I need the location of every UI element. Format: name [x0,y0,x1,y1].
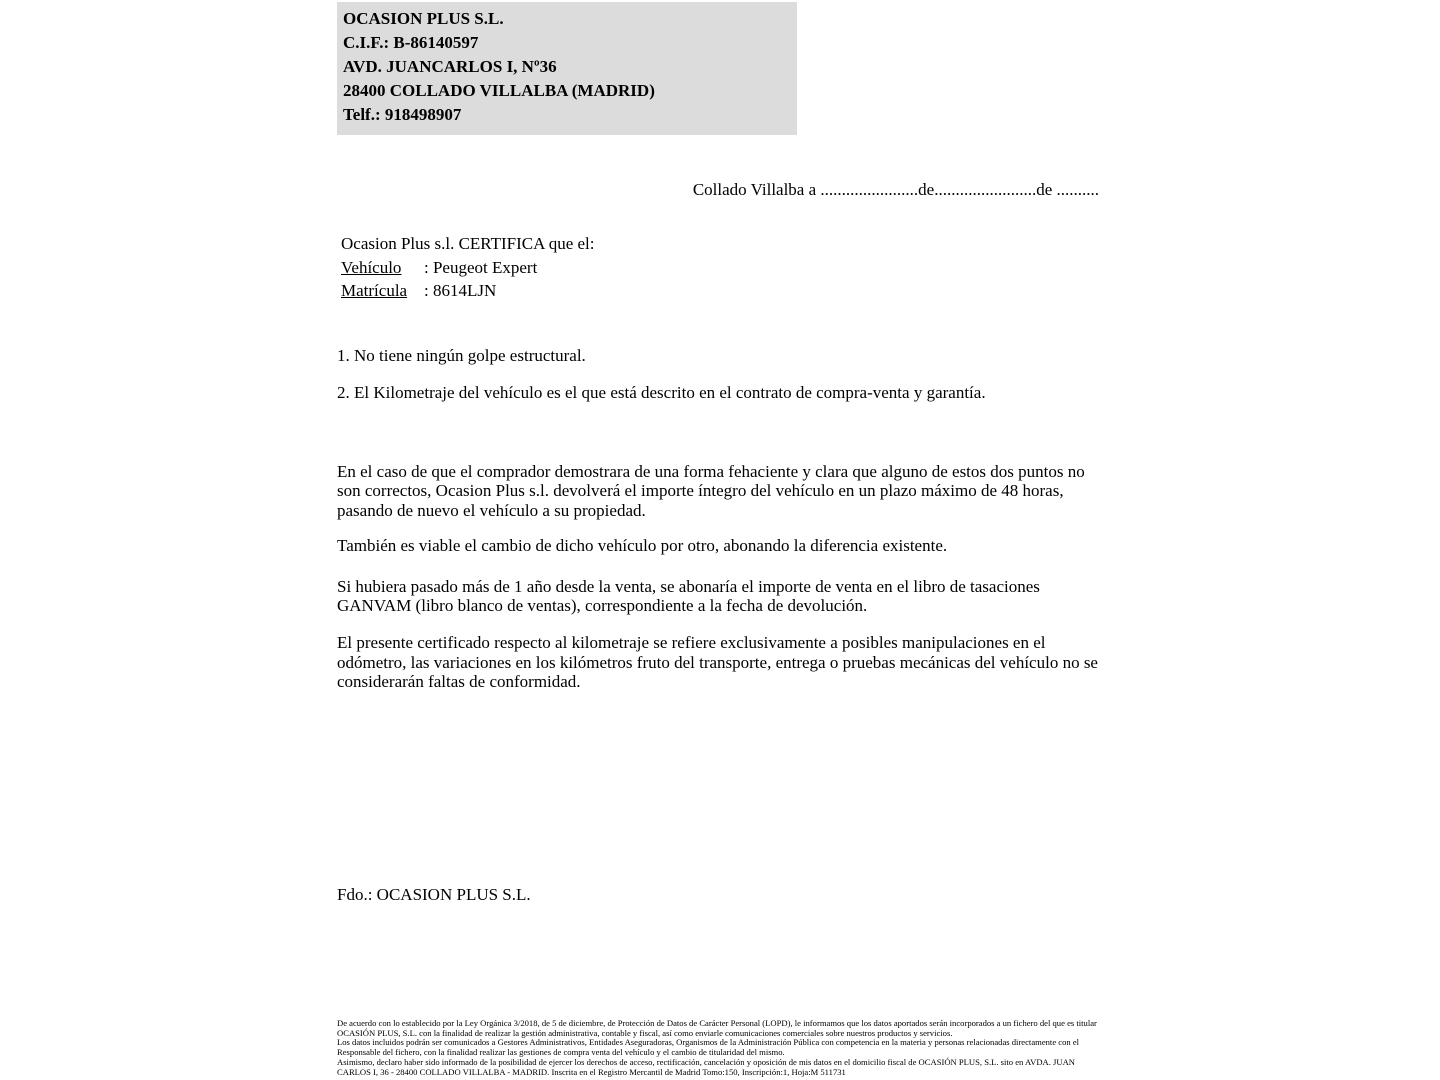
vehicle-label: Vehículo [341,257,402,277]
plate-row [341,279,1107,303]
date-line: Collado Villalba a .......................de........................de .......... [692,180,1099,199]
certificate-document [337,0,1107,905]
legal-paragraph-2: Los datos incluidos podrán ser comunicados a Gestores Administrativos, Entidades Aseguradoras, Organismos de la Administración Pública con competencia en la materia y personas relacionadas directamente con el Responsable del fichero, con la finalidad realizar las gestiones de compra venta del vehículo y el cambio de titularidad del mismo. [337,1037,1080,1058]
company-address: AVD. JUANCARLOS I, Nº36 [343,57,557,76]
company-header [337,2,797,135]
legal-paragraph-1: De acuerdo con lo establecido por la Ley Orgánica 3/2018, de 5 de diciembre, de Protección de Datos de Carácter Personal (LOPD), le informamos que los datos aportados serán incorporados a un fichero del que es titular OCASIÓN PLUS, S.L. con la finalidad de realizar la gestión administrativa, contable y fiscal, así como enviarle comunicaciones comerciales sobre nuestros productos y servicios. [337,1018,1097,1038]
terms-paragraph-3: Si hubiera pasado más de 1 año desde la venta, se abonaría el importe de venta en el libro de tasaciones GANVAM (libro blanco de ventas), correspondiente a la fecha de devolución. [337,576,1040,616]
certificate-point-2: 2. El Kilometraje del vehículo es el que está descrito en el contrato de compra-venta y garantía. [337,383,986,402]
certification-intro: Ocasion Plus s.l. CERTIFICA que el: [341,234,595,253]
signature-line: Fdo.: OCASION PLUS S.L. [337,884,531,904]
company-name: OCASION PLUS S.L. [343,9,504,28]
plate-value: : 8614LJN [424,281,497,300]
vehicle-value: : Peugeot Expert [424,257,538,277]
terms-paragraph-1: En el caso de que el comprador demostrara de una forma fehaciente y clara que alguno de estos dos puntos no son correctos, Ocasion Plus s.l. devolverá el importe íntegro del vehículo en un plazo máximo de 48 horas, pasando de nuevo el vehículo a su propiedad. [337,461,1085,520]
plate-label: Matrícula [341,281,408,300]
terms-paragraph-2: También es viable el cambio de dicho vehículo por otro, abonando la diferencia existente. [337,536,948,556]
certificate-point-1: 1. No tiene ningún golpe estructural. [337,345,586,365]
company-city: 28400 COLLADO VILLALBA (MADRID) [343,81,655,100]
legal-footer [337,1019,1102,1077]
company-phone: Telf.: 918498907 [343,105,462,124]
legal-paragraph-3: Asimismo, declaro haber sido informado de la posibilidad de ejercer los derechos de acceso, rectificación, cancelación y oposición de mis datos en el domicilio fiscal de OCASIÓN PLUS, S.L. sito en AVDA. JUAN CARLOS I, 36 - 28400 COLLADO VILLALBA - MADRID. Inscrita en el Registro Mercantil de Madrid Tomo:150, Inscripción:1, Hoja:M 511731 [337,1056,1076,1077]
vehicle-row [341,256,1107,280]
terms-paragraph-4: El presente certificado respecto al kilometraje se refiere exclusivamente a posibles manipulaciones en el odómetro, las variaciones en los kilómetros fruto del transporte, entrega o pruebas mecánicas del vehículo no se considerarán faltas de conformidad. [337,633,1098,692]
company-cif: C.I.F.: B-86140597 [343,33,479,52]
certification-block [337,232,1107,303]
